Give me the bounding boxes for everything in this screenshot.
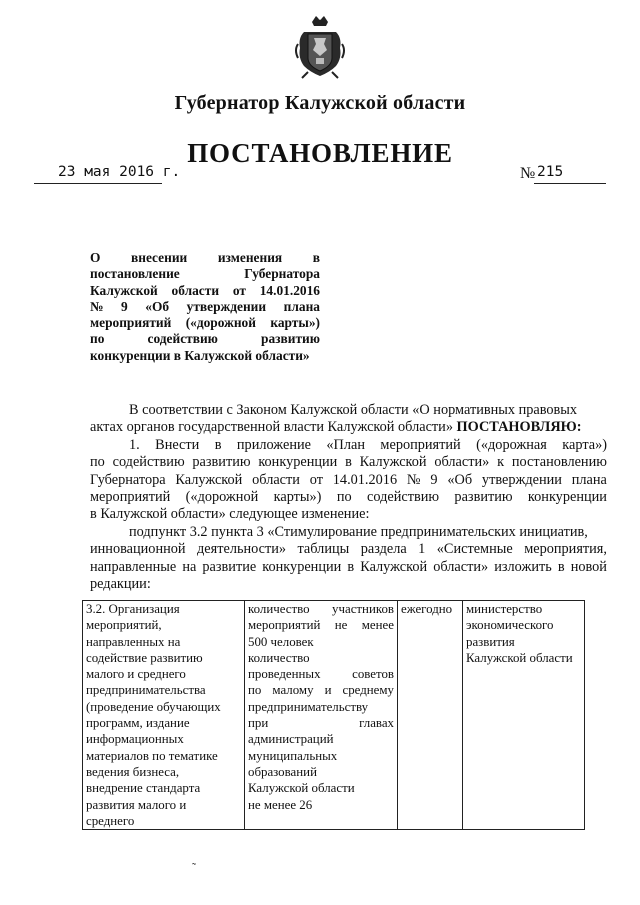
word: изложить (494, 558, 552, 575)
word: мероприятий (380, 436, 461, 453)
indicator-line: не менее 26 (248, 797, 313, 812)
subitem-line (90, 541, 607, 558)
word: карта») (562, 436, 607, 453)
word: по (90, 454, 105, 471)
measure-line: предпринимательства (86, 683, 206, 698)
responsible-line: Калужской области (466, 650, 573, 665)
indicator-line: Калужской области (248, 781, 355, 796)
measure-line: внедрение стандарта (86, 781, 201, 796)
word: конкуренции (258, 454, 338, 471)
item-1-line: в Калужской области» следующее изменение: (90, 506, 370, 523)
number-sign: № (520, 165, 536, 182)
measure-line: 3.2. Организация (86, 602, 180, 616)
word: деятельности» (197, 541, 287, 558)
word: в (312, 250, 320, 265)
document-type-title: ПОСТАНОВЛЕНИЕ (187, 138, 453, 168)
responsible-line: развития (466, 634, 515, 649)
word: малому (272, 683, 314, 698)
coat-of-arms-icon (294, 14, 346, 80)
indicator-line (248, 682, 394, 698)
table-row (83, 601, 585, 830)
word: 1 (418, 541, 426, 558)
preamble-line: В соответствии с Законом Калужской области «О нормативных правовых (129, 402, 578, 418)
subject-line (90, 299, 320, 315)
word: Внести (155, 436, 200, 453)
word: № (90, 298, 104, 314)
indicator-line: 500 человек (248, 634, 314, 649)
word: проведенных (248, 667, 321, 682)
subject-line (90, 331, 320, 347)
indicator-line: муниципальных (248, 748, 338, 763)
date-underline (34, 183, 162, 184)
word: в (345, 454, 352, 471)
word: развитию (192, 454, 251, 471)
word: приложение (236, 436, 311, 453)
word: «План (326, 436, 365, 453)
document-date: 23 мая 2016 г. (58, 164, 181, 180)
word: по (336, 489, 352, 506)
word: мероприятия, (524, 541, 607, 558)
word: Калужской (360, 558, 428, 575)
word: постановлению (511, 454, 607, 471)
measure-line: информационных (86, 732, 184, 747)
responsible-line: экономического (466, 618, 554, 633)
word: по (90, 331, 105, 347)
word: конкуренции (527, 489, 607, 506)
word: на (182, 558, 197, 575)
word: от (309, 471, 323, 488)
indicator-line: администраций (248, 732, 334, 747)
measure-line: материалов по тематике (86, 748, 218, 763)
word: Губернатора (90, 471, 166, 488)
indicator-line (248, 617, 394, 633)
word: главах (359, 716, 394, 731)
subitem-line (90, 559, 607, 576)
word: изменения (217, 250, 283, 265)
word: № (406, 471, 421, 488)
indicator-line: образований (248, 764, 317, 779)
word: менее (361, 618, 394, 633)
word: в (347, 558, 355, 575)
word: 9 (430, 471, 438, 488)
indicator-line (248, 666, 394, 682)
word: утверждении (481, 471, 562, 488)
word: области (171, 282, 220, 298)
word: («дорожной (185, 315, 256, 331)
document-subject (90, 250, 320, 364)
word: по (248, 683, 262, 698)
item-1-line (90, 472, 607, 489)
word: советов (352, 667, 394, 682)
subject-line (90, 315, 320, 331)
document-body (90, 402, 607, 593)
word: («дорожной (185, 489, 259, 506)
word: 14.01.2016 (332, 471, 398, 488)
measure-line: мероприятий, (86, 618, 162, 633)
period-line: ежегодно (401, 602, 453, 616)
indicator-line (248, 715, 394, 731)
word: Калужской (175, 471, 243, 488)
subject-line: конкуренции в Калужской области» (90, 347, 310, 363)
measure-cell (83, 601, 245, 830)
word: содействию (112, 454, 185, 471)
word: Губернатора (244, 266, 320, 282)
word: при (248, 716, 269, 731)
word: утверждении (186, 298, 267, 314)
word: О (90, 250, 101, 265)
indicator-line: предпринимательству (248, 699, 369, 714)
preamble-line: актах органов государственной власти Калужской области» ПОСТАНОВЛЯЮ: (90, 419, 582, 436)
responsible-cell (463, 601, 585, 830)
word: карты») (273, 489, 322, 506)
word: участников (332, 602, 394, 616)
period-cell (398, 601, 463, 830)
word: области (252, 471, 300, 488)
word: развитие (202, 558, 257, 575)
subitem-line: подпункт 3.2 пункта 3 «Стимулирование предпринимательских инициатив, (129, 523, 588, 540)
measures-table (82, 600, 585, 830)
word: содействию (367, 489, 440, 506)
word: содействию (147, 331, 218, 347)
item-1-line (90, 454, 607, 471)
measure-line: содействие развитию (86, 650, 203, 665)
item-1-paragraph (90, 437, 607, 524)
subitem-line: редакции: (90, 576, 151, 593)
word: внесении (131, 250, 188, 265)
word: области» (433, 558, 489, 575)
word: Калужской (359, 454, 427, 471)
word: плана (571, 471, 607, 488)
subject-line (90, 266, 320, 282)
word: инновационной (90, 541, 186, 558)
word: конкуренции (262, 558, 342, 575)
word: к (497, 454, 505, 471)
word: новой (570, 558, 607, 575)
measure-line: ведения бизнеса, (86, 764, 180, 779)
word: 14.01.2016 (259, 282, 320, 298)
word: направленные (90, 558, 177, 575)
measure-line: (проведение обучающих (86, 699, 221, 714)
responsible-line: министерство (466, 602, 543, 616)
item-1-line (90, 489, 607, 506)
resolve-keyword: ПОСТАНОВЛЯЮ: (456, 419, 582, 436)
word: количество (248, 602, 310, 616)
subject-line (90, 283, 320, 299)
measure-line: среднего (86, 813, 135, 828)
measure-line: развития малого и (86, 797, 187, 812)
word: постановление (90, 266, 180, 282)
word: Калужской (90, 282, 158, 298)
word: раздела (360, 541, 407, 558)
word: таблицы (297, 541, 350, 558)
subitem-paragraph (90, 524, 607, 594)
word: 1. (129, 436, 140, 453)
word: мероприятий (90, 489, 171, 506)
word: в (214, 436, 222, 453)
word: «Системные (436, 541, 513, 558)
document-number: 215 (537, 164, 564, 180)
word: карты») (270, 315, 320, 331)
subject-line (90, 250, 320, 266)
item-1-line (90, 437, 607, 454)
word: среднему (342, 683, 394, 698)
indicator-line (248, 601, 394, 617)
word: 9 (121, 298, 128, 314)
word: развитию (454, 489, 513, 506)
measure-line: направленных на (86, 634, 181, 649)
indicator-line: количество (248, 650, 310, 665)
number-underline (534, 183, 606, 184)
word: мероприятий (248, 618, 321, 633)
word: «Об (145, 298, 170, 314)
word: плана (283, 298, 320, 314)
measure-line: программ, издание (86, 716, 190, 731)
word: мероприятий (90, 315, 172, 331)
word: области» (434, 454, 490, 471)
indicator-cell (245, 601, 398, 830)
word: не (334, 618, 348, 633)
word: и (324, 683, 332, 698)
word: («дорожная (476, 436, 547, 453)
word: в (557, 558, 565, 575)
word: «Об (447, 471, 473, 488)
issuer-title: Губернатор Калужской области (174, 92, 466, 114)
page-mark: ˜ (192, 860, 196, 874)
measure-line: малого и среднего (86, 667, 186, 682)
word: развитию (261, 331, 320, 347)
word: от (232, 282, 246, 298)
